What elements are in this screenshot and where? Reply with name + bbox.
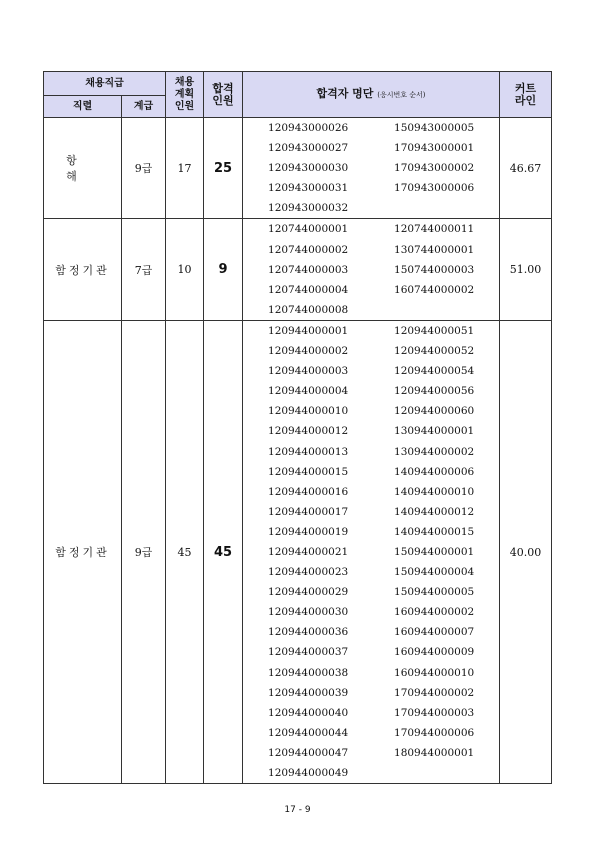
candidate-id: 120943000030 (268, 162, 349, 175)
candidate-id: 120744000001 (268, 223, 349, 236)
candidate-id: 170944000006 (394, 726, 475, 739)
candidate-id: 120744000008 (268, 303, 349, 316)
candidate-id: 120944000003 (268, 365, 349, 378)
candidate-id: 120943000032 (268, 202, 349, 215)
candidate-id: 120944000039 (268, 686, 349, 699)
candidate-id: 140944000012 (394, 505, 475, 518)
candidate-id: 170943000002 (394, 162, 475, 175)
candidate-id: 160744000002 (394, 283, 475, 296)
candidate-id: 160944000009 (394, 646, 475, 659)
candidate-id: 120944000049 (268, 767, 349, 779)
pass-list-cell (243, 320, 500, 783)
header-pass-count: 합격 인원 (204, 72, 243, 118)
job-series-cell: 함정기관 (44, 320, 122, 783)
candidate-id: 120744000011 (394, 223, 475, 236)
cutline-cell: 51.00 (500, 219, 552, 320)
candidate-id: 160944000007 (394, 626, 475, 639)
header-cutline: 커트 라인 (500, 72, 552, 118)
candidate-id: 120944000017 (268, 505, 349, 518)
passed-cell: 25 (204, 118, 243, 219)
header-job-series: 직렬 (44, 96, 122, 118)
planned-cell: 17 (166, 118, 204, 219)
candidate-id: 120744000002 (268, 243, 349, 256)
cutline-cell: 40.00 (500, 320, 552, 783)
header-pass-list-title: 합격자 명단 (316, 87, 374, 100)
candidate-id: 120943000027 (268, 142, 349, 155)
candidate-id: 120944000001 (268, 324, 349, 337)
header-planned-count: 채용 계획 인원 (166, 72, 204, 118)
candidate-id: 150944000001 (394, 545, 475, 558)
candidate-id: 120944000021 (268, 545, 349, 558)
candidate-id: 180944000001 (394, 746, 475, 759)
grade-cell: 7급 (122, 219, 166, 320)
candidate-id: 170944000002 (394, 686, 475, 699)
candidate-id: 120944000023 (268, 566, 349, 579)
header-pass-list-note: (응시번호 순서) (377, 91, 426, 99)
candidate-id: 120943000026 (268, 122, 349, 134)
table-row (44, 219, 552, 320)
candidate-id: 130944000001 (394, 425, 475, 438)
candidate-id: 150944000004 (394, 566, 475, 579)
candidate-id: 140944000015 (394, 525, 475, 538)
pass-list-cell (243, 219, 500, 320)
candidate-id: 120944000036 (268, 626, 349, 639)
pass-list-cell (243, 118, 500, 219)
job-series-cell: 항 해 (44, 118, 122, 219)
candidate-id: 120944000060 (394, 405, 475, 418)
candidate-id: 120944000044 (268, 726, 349, 739)
candidate-id: 130944000002 (394, 445, 475, 458)
candidate-id: 140944000006 (394, 465, 475, 478)
candidate-id: 120944000015 (268, 465, 349, 478)
candidate-id: 120943000031 (268, 182, 349, 195)
candidate-id: 150944000005 (394, 586, 475, 599)
planned-cell: 45 (166, 320, 204, 783)
candidate-id: 170943000006 (394, 182, 475, 195)
candidate-id: 120944000029 (268, 586, 349, 599)
candidate-id: 120944000019 (268, 525, 349, 538)
candidate-id: 120744000003 (268, 263, 349, 276)
table-row (44, 320, 552, 783)
candidate-id: 150744000003 (394, 263, 475, 276)
candidate-id: 120744000004 (268, 283, 349, 296)
candidate-id: 120944000047 (268, 746, 349, 759)
candidate-id: 120944000030 (268, 606, 349, 619)
candidate-id: 150943000005 (394, 122, 475, 134)
passed-cell: 9 (204, 219, 243, 320)
candidate-id: 120944000037 (268, 646, 349, 659)
candidate-id: 120944000054 (394, 365, 475, 378)
table-row (44, 118, 552, 219)
grade-cell: 9급 (122, 320, 166, 783)
candidate-id: 120944000040 (268, 706, 349, 719)
header-recruit-level: 채용직급 (44, 72, 166, 96)
cutline-cell: 46.67 (500, 118, 552, 219)
candidate-id: 140944000010 (394, 485, 475, 498)
candidate-id: 160944000002 (394, 606, 475, 619)
candidate-id: 120944000051 (394, 324, 475, 337)
page-number: 17 - 9 (284, 805, 311, 815)
grade-cell: 9급 (122, 118, 166, 219)
results-table (43, 71, 552, 784)
job-series-cell: 함정기관 (44, 219, 122, 320)
candidate-id: 120944000002 (268, 345, 349, 358)
id-grid (243, 321, 499, 783)
candidate-id: 120944000013 (268, 445, 349, 458)
planned-cell: 10 (166, 219, 204, 320)
passed-cell: 45 (204, 320, 243, 783)
id-grid (243, 118, 499, 218)
candidate-id: 130744000001 (394, 243, 475, 256)
header-grade: 계급 (122, 96, 166, 118)
candidate-id: 120944000038 (268, 666, 349, 679)
candidate-id: 120944000052 (394, 345, 475, 358)
candidate-id: 170944000003 (394, 706, 475, 719)
candidate-id: 120944000016 (268, 485, 349, 498)
candidate-id: 170943000001 (394, 142, 475, 155)
id-grid (243, 219, 499, 319)
header-pass-list (243, 72, 500, 118)
candidate-id: 120944000056 (394, 385, 475, 398)
candidate-id: 120944000010 (268, 405, 349, 418)
candidate-id: 160944000010 (394, 666, 475, 679)
candidate-id: 120944000004 (268, 385, 349, 398)
candidate-id: 120944000012 (268, 425, 349, 438)
